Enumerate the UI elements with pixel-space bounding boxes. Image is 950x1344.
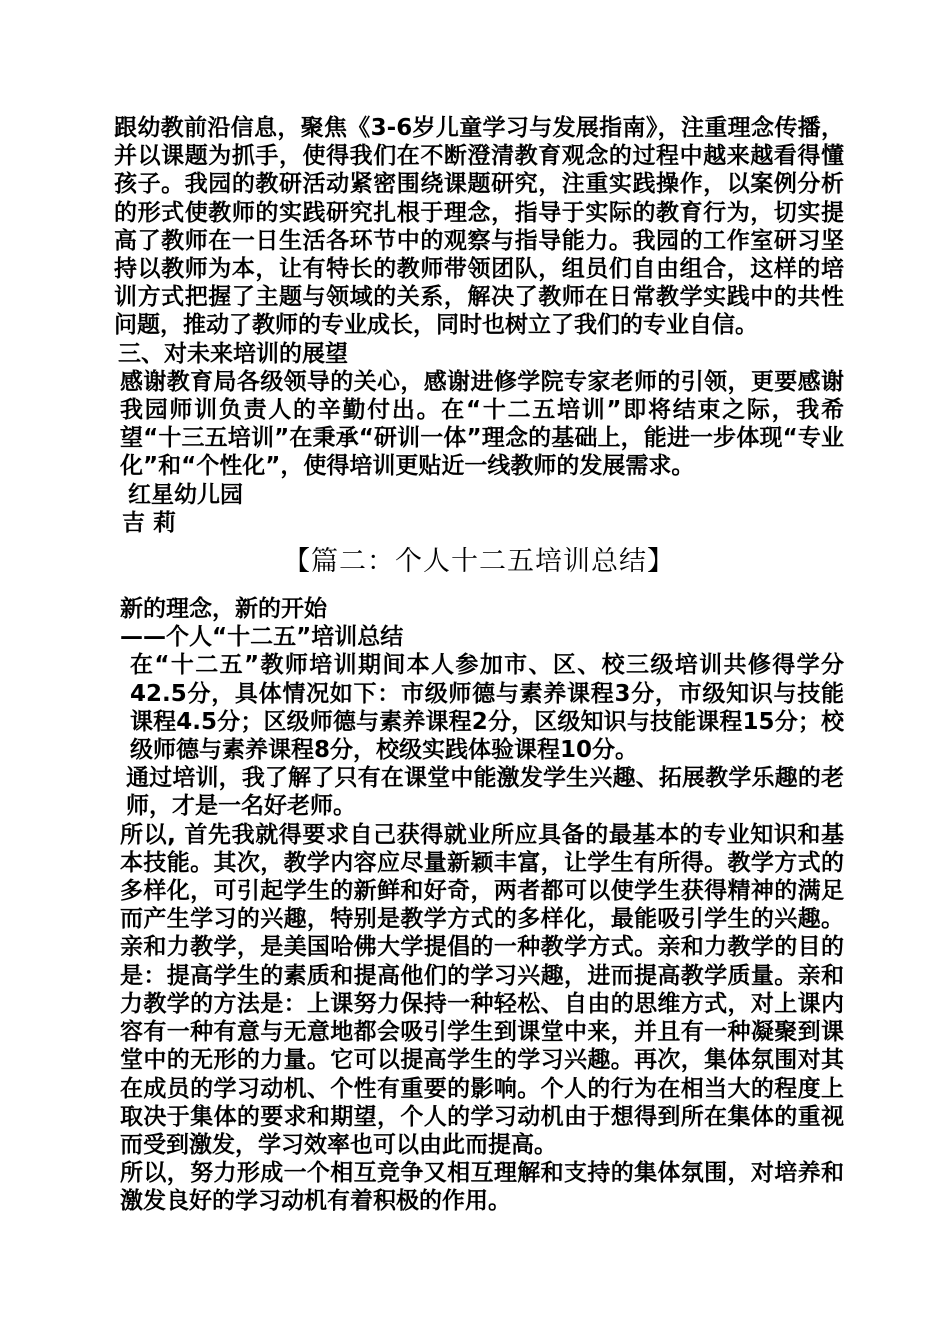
chapter-title: 【篇二：个人十二五培训总结】	[283, 546, 675, 578]
paragraph-teaching: 所以, 首先我就得要求自己获得就业所应具备的最基本的专业知识和基本技能。其次，教学内容应尽量新颖丰富，让学生有所得。教学方式的多样化，可引起学生的新鲜和好奇，两者都可以使学生获得精神的满足而产生学习的兴趣，特别是教学方式的多样化，最能吸引学生的兴趣。亲和力教学，是美国哈佛大学提倡的一种教学方式。亲和力教学的目的是：提高学生的素质和提高他们的学习兴趣，进而提高教学质量。亲和力教学的方法是：上课努力保持一种轻松、自由的思维方式，对上课内容有一种有意与无意地都会吸引学生到课堂中来，并且有一种凝聚到课堂中的无形的力量。它可以提高学生的学习兴趣。再次，集体氛围对其在成员的学习动机、个性有重要的影响。个人的行为在相当大的程度上取决于集体的要求和期望，个人的学习动机由于想得到所在集体的重视而受到激发，学习效率也可以由此而提高。	[120, 821, 844, 1158]
paragraph-continued: 跟幼教前沿信息，聚焦《3-6岁儿童学习与发展指南》，注重理念传播，并以课题为抓手，使得我们在不断澄清教育观念的过程中越来越看得懂孩子。我园的教研活动紧密围绕课题研究，注重实践操作，以案例分析的形式使教师的实践研究扎根于理念，指导于实际的教育行为，切实提高了教师在一日生活各环节中的观察与指导能力。我园的工作室研习坚持以教师为本，让有特长的教师带领团队，组员们自由组合，这样的培训方式把握了主题与领域的关系，解决了教师在日常教学实践中的共性问题，推动了教师的专业成长，同时也树立了我们的专业自信。	[114, 115, 844, 339]
signature-name: 吉 莉	[122, 509, 177, 536]
section-3-body: 感谢教育局各级领导的关心，感谢进修学院专家老师的引领，更要感谢我园师训负责人的辛勤付出。在“十二五培训”即将结束之际，我希望“十三五培训”在秉承“研训一体”理念的基础上，能进一步体现“专业化”和“个性化”，使得培训更贴近一线教师的发展需求。	[120, 368, 844, 480]
section-3-title: 三、对未来培训的展望	[118, 340, 348, 367]
paragraph-credits: 在“十二五”教师培训期间本人参加市、区、校三级培训共修得学分42.5分，具体情况如下：市级师德与素养课程3分，市级知识与技能课程4.5分；区级师德与素养课程2分，区级知识与技能课程15分；校级师德与素养课程8分，校级实践体验课程10分。	[130, 652, 844, 764]
article-heading: 新的理念，新的开始	[120, 596, 327, 623]
paragraph-training: 通过培训，我了解了只有在课堂中能激发学生兴趣、拓展教学乐趣的老师，才是一名好老师。	[126, 765, 844, 820]
paragraph-conclusion: 所以，努力形成一个相互竞争又相互理解和支持的集体氛围，对培养和激发良好的学习动机有着积极的作用。	[120, 1160, 844, 1215]
document-page	[114, 114, 844, 1216]
article-subheading: ——个人“十二五”培训总结	[120, 624, 404, 651]
signature-school: 红星幼儿园	[128, 481, 243, 508]
